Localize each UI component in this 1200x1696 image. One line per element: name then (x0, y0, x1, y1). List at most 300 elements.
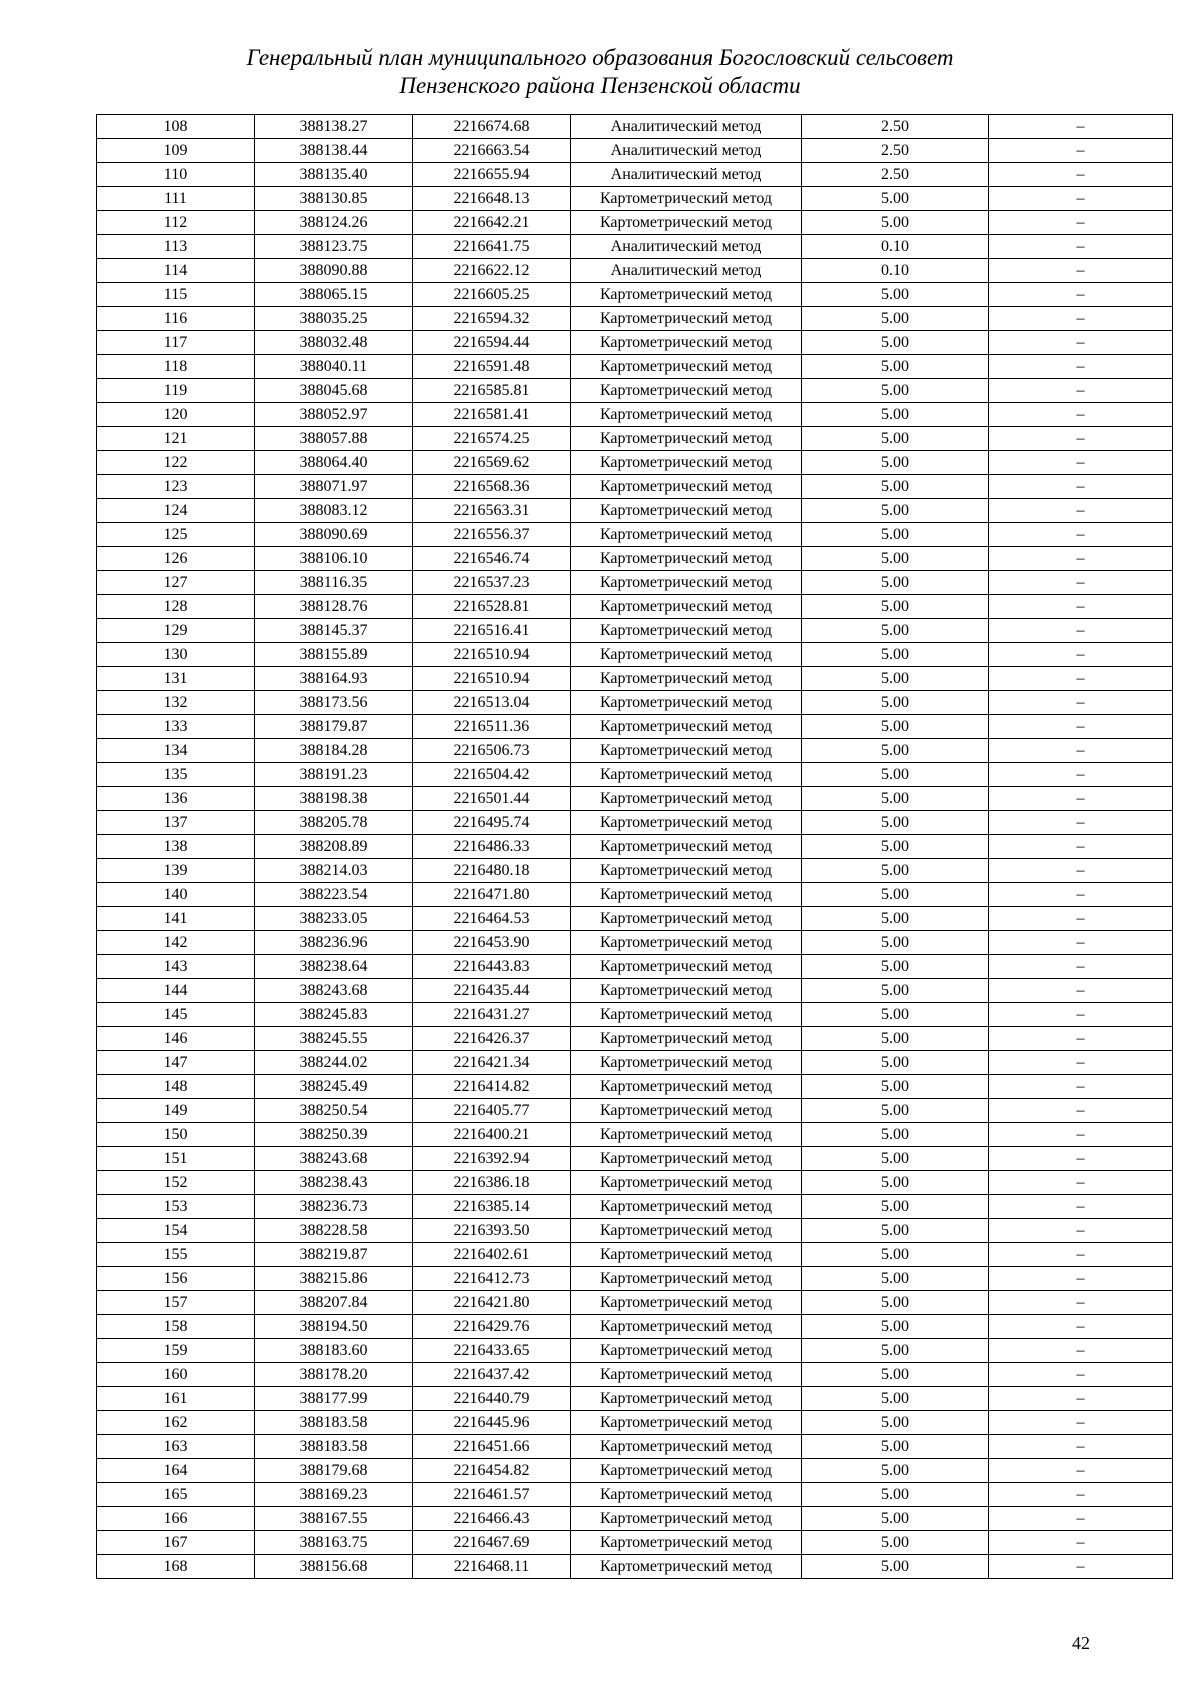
note-cell: – (989, 139, 1173, 163)
table-row (97, 1507, 1173, 1531)
point-number-cell: 157 (97, 1291, 255, 1315)
x-coordinate-cell: 388184.28 (255, 739, 413, 763)
point-number-cell: 118 (97, 355, 255, 379)
point-number-cell: 116 (97, 307, 255, 331)
x-coordinate-cell: 388245.55 (255, 1027, 413, 1051)
y-coordinate-cell: 2216585.81 (413, 379, 571, 403)
point-number-cell: 147 (97, 1051, 255, 1075)
x-coordinate-cell: 388035.25 (255, 307, 413, 331)
point-number-cell: 158 (97, 1315, 255, 1339)
table-row (97, 523, 1173, 547)
x-coordinate-cell: 388135.40 (255, 163, 413, 187)
table-row (97, 1051, 1173, 1075)
note-cell: – (989, 1435, 1173, 1459)
y-coordinate-cell: 2216461.57 (413, 1483, 571, 1507)
y-coordinate-cell: 2216454.82 (413, 1459, 571, 1483)
note-cell: – (989, 1339, 1173, 1363)
point-number-cell: 161 (97, 1387, 255, 1411)
y-coordinate-cell: 2216574.25 (413, 427, 571, 451)
table-row (97, 403, 1173, 427)
point-number-cell: 115 (97, 283, 255, 307)
note-cell: – (989, 811, 1173, 835)
accuracy-cell: 5.00 (802, 1435, 989, 1459)
method-cell: Картометрический метод (571, 1387, 802, 1411)
point-number-cell: 152 (97, 1171, 255, 1195)
y-coordinate-cell: 2216480.18 (413, 859, 571, 883)
y-coordinate-cell: 2216642.21 (413, 211, 571, 235)
y-coordinate-cell: 2216495.74 (413, 811, 571, 835)
point-number-cell: 159 (97, 1339, 255, 1363)
y-coordinate-cell: 2216421.34 (413, 1051, 571, 1075)
table-row (97, 355, 1173, 379)
accuracy-cell: 5.00 (802, 1411, 989, 1435)
y-coordinate-cell: 2216537.23 (413, 571, 571, 595)
accuracy-cell: 5.00 (802, 1387, 989, 1411)
point-number-cell: 165 (97, 1483, 255, 1507)
table-row (97, 115, 1173, 139)
point-number-cell: 109 (97, 139, 255, 163)
y-coordinate-cell: 2216513.04 (413, 691, 571, 715)
table-row (97, 1411, 1173, 1435)
table-row (97, 739, 1173, 763)
y-coordinate-cell: 2216568.36 (413, 475, 571, 499)
x-coordinate-cell: 388128.76 (255, 595, 413, 619)
x-coordinate-cell: 388179.87 (255, 715, 413, 739)
table-row (97, 1243, 1173, 1267)
method-cell: Картометрический метод (571, 739, 802, 763)
table-row (97, 667, 1173, 691)
method-cell: Картометрический метод (571, 1075, 802, 1099)
y-coordinate-cell: 2216569.62 (413, 451, 571, 475)
y-coordinate-cell: 2216556.37 (413, 523, 571, 547)
table-row (97, 187, 1173, 211)
x-coordinate-cell: 388215.86 (255, 1267, 413, 1291)
table-row (97, 1435, 1173, 1459)
method-cell: Картометрический метод (571, 499, 802, 523)
point-number-cell: 135 (97, 763, 255, 787)
accuracy-cell: 5.00 (802, 283, 989, 307)
y-coordinate-cell: 2216426.37 (413, 1027, 571, 1051)
table-row (97, 835, 1173, 859)
accuracy-cell: 5.00 (802, 643, 989, 667)
point-number-cell: 121 (97, 427, 255, 451)
x-coordinate-cell: 388198.38 (255, 787, 413, 811)
accuracy-cell: 5.00 (802, 739, 989, 763)
accuracy-cell: 5.00 (802, 1243, 989, 1267)
accuracy-cell: 5.00 (802, 1219, 989, 1243)
table-row (97, 931, 1173, 955)
accuracy-cell: 5.00 (802, 475, 989, 499)
y-coordinate-cell: 2216386.18 (413, 1171, 571, 1195)
table-row (97, 1291, 1173, 1315)
accuracy-cell: 5.00 (802, 187, 989, 211)
note-cell: – (989, 1027, 1173, 1051)
accuracy-cell: 5.00 (802, 571, 989, 595)
x-coordinate-cell: 388163.75 (255, 1531, 413, 1555)
point-number-cell: 164 (97, 1459, 255, 1483)
note-cell: – (989, 1363, 1173, 1387)
table-row (97, 763, 1173, 787)
y-coordinate-cell: 2216440.79 (413, 1387, 571, 1411)
method-cell: Картометрический метод (571, 427, 802, 451)
method-cell: Картометрический метод (571, 1555, 802, 1579)
note-cell: – (989, 931, 1173, 955)
accuracy-cell: 0.10 (802, 259, 989, 283)
note-cell: – (989, 787, 1173, 811)
accuracy-cell: 5.00 (802, 355, 989, 379)
point-number-cell: 153 (97, 1195, 255, 1219)
accuracy-cell: 5.00 (802, 499, 989, 523)
method-cell: Картометрический метод (571, 715, 802, 739)
accuracy-cell: 0.10 (802, 235, 989, 259)
point-number-cell: 141 (97, 907, 255, 931)
page-header (0, 44, 1200, 100)
method-cell: Картометрический метод (571, 1051, 802, 1075)
note-cell: – (989, 523, 1173, 547)
y-coordinate-cell: 2216641.75 (413, 235, 571, 259)
accuracy-cell: 5.00 (802, 1195, 989, 1219)
table-row (97, 1387, 1173, 1411)
method-cell: Картометрический метод (571, 1267, 802, 1291)
y-coordinate-cell: 2216437.42 (413, 1363, 571, 1387)
accuracy-cell: 5.00 (802, 667, 989, 691)
table-row (97, 235, 1173, 259)
y-coordinate-cell: 2216591.48 (413, 355, 571, 379)
note-cell: – (989, 163, 1173, 187)
method-cell: Картометрический метод (571, 1171, 802, 1195)
note-cell: – (989, 427, 1173, 451)
table-row (97, 955, 1173, 979)
point-number-cell: 120 (97, 403, 255, 427)
x-coordinate-cell: 388243.68 (255, 1147, 413, 1171)
point-number-cell: 111 (97, 187, 255, 211)
note-cell: – (989, 1171, 1173, 1195)
note-cell: – (989, 1411, 1173, 1435)
point-number-cell: 117 (97, 331, 255, 355)
x-coordinate-cell: 388145.37 (255, 619, 413, 643)
point-number-cell: 124 (97, 499, 255, 523)
point-number-cell: 162 (97, 1411, 255, 1435)
accuracy-cell: 5.00 (802, 211, 989, 235)
method-cell: Картометрический метод (571, 571, 802, 595)
method-cell: Картометрический метод (571, 331, 802, 355)
x-coordinate-cell: 388238.43 (255, 1171, 413, 1195)
method-cell: Картометрический метод (571, 811, 802, 835)
point-number-cell: 168 (97, 1555, 255, 1579)
x-coordinate-cell: 388219.87 (255, 1243, 413, 1267)
point-number-cell: 142 (97, 931, 255, 955)
note-cell: – (989, 1099, 1173, 1123)
method-cell: Картометрический метод (571, 1411, 802, 1435)
y-coordinate-cell: 2216405.77 (413, 1099, 571, 1123)
point-number-cell: 133 (97, 715, 255, 739)
point-number-cell: 130 (97, 643, 255, 667)
point-number-cell: 167 (97, 1531, 255, 1555)
method-cell: Картометрический метод (571, 595, 802, 619)
x-coordinate-cell: 388071.97 (255, 475, 413, 499)
accuracy-cell: 2.50 (802, 139, 989, 163)
point-number-cell: 132 (97, 691, 255, 715)
y-coordinate-cell: 2216674.68 (413, 115, 571, 139)
table-row (97, 691, 1173, 715)
x-coordinate-cell: 388250.39 (255, 1123, 413, 1147)
accuracy-cell: 5.00 (802, 1171, 989, 1195)
point-number-cell: 166 (97, 1507, 255, 1531)
y-coordinate-cell: 2216433.65 (413, 1339, 571, 1363)
table-row (97, 1267, 1173, 1291)
y-coordinate-cell: 2216421.80 (413, 1291, 571, 1315)
table-row (97, 787, 1173, 811)
point-number-cell: 163 (97, 1435, 255, 1459)
method-cell: Аналитический метод (571, 259, 802, 283)
note-cell: – (989, 187, 1173, 211)
y-coordinate-cell: 2216516.41 (413, 619, 571, 643)
point-number-cell: 144 (97, 979, 255, 1003)
method-cell: Картометрический метод (571, 1507, 802, 1531)
x-coordinate-cell: 388194.50 (255, 1315, 413, 1339)
x-coordinate-cell: 388178.20 (255, 1363, 413, 1387)
y-coordinate-cell: 2216663.54 (413, 139, 571, 163)
x-coordinate-cell: 388130.85 (255, 187, 413, 211)
accuracy-cell: 5.00 (802, 691, 989, 715)
header-title-line-1: Генеральный план муниципального образования Богословский сельсовет (246, 45, 954, 70)
accuracy-cell: 5.00 (802, 835, 989, 859)
method-cell: Аналитический метод (571, 235, 802, 259)
x-coordinate-cell: 388065.15 (255, 283, 413, 307)
note-cell: – (989, 907, 1173, 931)
y-coordinate-cell: 2216471.80 (413, 883, 571, 907)
table-row (97, 595, 1173, 619)
note-cell: – (989, 1267, 1173, 1291)
x-coordinate-cell: 388250.54 (255, 1099, 413, 1123)
table-row (97, 883, 1173, 907)
x-coordinate-cell: 388090.69 (255, 523, 413, 547)
point-number-cell: 119 (97, 379, 255, 403)
point-number-cell: 129 (97, 619, 255, 643)
point-number-cell: 112 (97, 211, 255, 235)
x-coordinate-cell: 388045.68 (255, 379, 413, 403)
point-number-cell: 114 (97, 259, 255, 283)
method-cell: Картометрический метод (571, 763, 802, 787)
method-cell: Картометрический метод (571, 1195, 802, 1219)
note-cell: – (989, 1075, 1173, 1099)
y-coordinate-cell: 2216431.27 (413, 1003, 571, 1027)
point-number-cell: 128 (97, 595, 255, 619)
x-coordinate-cell: 388236.73 (255, 1195, 413, 1219)
note-cell: – (989, 715, 1173, 739)
method-cell: Картометрический метод (571, 1291, 802, 1315)
note-cell: – (989, 331, 1173, 355)
x-coordinate-cell: 388083.12 (255, 499, 413, 523)
table-row (97, 619, 1173, 643)
accuracy-cell: 5.00 (802, 883, 989, 907)
note-cell: – (989, 1315, 1173, 1339)
y-coordinate-cell: 2216506.73 (413, 739, 571, 763)
x-coordinate-cell: 388123.75 (255, 235, 413, 259)
x-coordinate-cell: 388228.58 (255, 1219, 413, 1243)
y-coordinate-cell: 2216414.82 (413, 1075, 571, 1099)
note-cell: – (989, 1531, 1173, 1555)
method-cell: Аналитический метод (571, 163, 802, 187)
accuracy-cell: 5.00 (802, 1483, 989, 1507)
y-coordinate-cell: 2216546.74 (413, 547, 571, 571)
note-cell: – (989, 595, 1173, 619)
point-number-cell: 136 (97, 787, 255, 811)
method-cell: Картометрический метод (571, 1531, 802, 1555)
accuracy-cell: 5.00 (802, 427, 989, 451)
note-cell: – (989, 211, 1173, 235)
note-cell: – (989, 1003, 1173, 1027)
method-cell: Аналитический метод (571, 139, 802, 163)
note-cell: – (989, 763, 1173, 787)
method-cell: Картометрический метод (571, 403, 802, 427)
accuracy-cell: 5.00 (802, 331, 989, 355)
point-number-cell: 140 (97, 883, 255, 907)
y-coordinate-cell: 2216648.13 (413, 187, 571, 211)
method-cell: Картометрический метод (571, 1003, 802, 1027)
point-number-cell: 122 (97, 451, 255, 475)
x-coordinate-cell: 388243.68 (255, 979, 413, 1003)
note-cell: – (989, 667, 1173, 691)
accuracy-cell: 5.00 (802, 307, 989, 331)
accuracy-cell: 5.00 (802, 1075, 989, 1099)
table-row (97, 907, 1173, 931)
accuracy-cell: 5.00 (802, 787, 989, 811)
y-coordinate-cell: 2216594.44 (413, 331, 571, 355)
accuracy-cell: 5.00 (802, 1315, 989, 1339)
accuracy-cell: 5.00 (802, 1555, 989, 1579)
note-cell: – (989, 1243, 1173, 1267)
y-coordinate-cell: 2216453.90 (413, 931, 571, 955)
point-number-cell: 139 (97, 859, 255, 883)
y-coordinate-cell: 2216655.94 (413, 163, 571, 187)
y-coordinate-cell: 2216563.31 (413, 499, 571, 523)
table-row (97, 475, 1173, 499)
point-number-cell: 145 (97, 1003, 255, 1027)
coordinates-table-body (97, 115, 1173, 1579)
point-number-cell: 148 (97, 1075, 255, 1099)
method-cell: Картометрический метод (571, 667, 802, 691)
method-cell: Картометрический метод (571, 1147, 802, 1171)
accuracy-cell: 5.00 (802, 1459, 989, 1483)
note-cell: – (989, 115, 1173, 139)
y-coordinate-cell: 2216445.96 (413, 1411, 571, 1435)
table-row (97, 811, 1173, 835)
y-coordinate-cell: 2216581.41 (413, 403, 571, 427)
table-row (97, 259, 1173, 283)
x-coordinate-cell: 388207.84 (255, 1291, 413, 1315)
accuracy-cell: 5.00 (802, 1507, 989, 1531)
accuracy-cell: 5.00 (802, 811, 989, 835)
x-coordinate-cell: 388173.56 (255, 691, 413, 715)
y-coordinate-cell: 2216510.94 (413, 667, 571, 691)
method-cell: Картометрический метод (571, 1459, 802, 1483)
y-coordinate-cell: 2216400.21 (413, 1123, 571, 1147)
accuracy-cell: 2.50 (802, 115, 989, 139)
accuracy-cell: 5.00 (802, 379, 989, 403)
table-row (97, 307, 1173, 331)
point-number-cell: 126 (97, 547, 255, 571)
accuracy-cell: 5.00 (802, 1027, 989, 1051)
table-row (97, 1219, 1173, 1243)
accuracy-cell: 5.00 (802, 595, 989, 619)
table-row (97, 427, 1173, 451)
x-coordinate-cell: 388191.23 (255, 763, 413, 787)
accuracy-cell: 5.00 (802, 619, 989, 643)
y-coordinate-cell: 2216467.69 (413, 1531, 571, 1555)
method-cell: Картометрический метод (571, 907, 802, 931)
accuracy-cell: 5.00 (802, 1291, 989, 1315)
accuracy-cell: 5.00 (802, 979, 989, 1003)
method-cell: Картометрический метод (571, 355, 802, 379)
method-cell: Картометрический метод (571, 451, 802, 475)
table-row (97, 1027, 1173, 1051)
note-cell: – (989, 451, 1173, 475)
x-coordinate-cell: 388116.35 (255, 571, 413, 595)
y-coordinate-cell: 2216451.66 (413, 1435, 571, 1459)
x-coordinate-cell: 388064.40 (255, 451, 413, 475)
table-row (97, 499, 1173, 523)
table-row (97, 211, 1173, 235)
point-number-cell: 156 (97, 1267, 255, 1291)
note-cell: – (989, 883, 1173, 907)
method-cell: Картометрический метод (571, 283, 802, 307)
x-coordinate-cell: 388032.48 (255, 331, 413, 355)
point-number-cell: 108 (97, 115, 255, 139)
note-cell: – (989, 259, 1173, 283)
note-cell: – (989, 1219, 1173, 1243)
y-coordinate-cell: 2216435.44 (413, 979, 571, 1003)
note-cell: – (989, 1195, 1173, 1219)
y-coordinate-cell: 2216429.76 (413, 1315, 571, 1339)
x-coordinate-cell: 388244.02 (255, 1051, 413, 1075)
y-coordinate-cell: 2216468.11 (413, 1555, 571, 1579)
point-number-cell: 150 (97, 1123, 255, 1147)
method-cell: Картометрический метод (571, 883, 802, 907)
note-cell: – (989, 1507, 1173, 1531)
method-cell: Картометрический метод (571, 1315, 802, 1339)
table-row (97, 1099, 1173, 1123)
table-row (97, 571, 1173, 595)
method-cell: Картометрический метод (571, 859, 802, 883)
accuracy-cell: 5.00 (802, 715, 989, 739)
table-row (97, 451, 1173, 475)
table-row (97, 1459, 1173, 1483)
y-coordinate-cell: 2216466.43 (413, 1507, 571, 1531)
accuracy-cell: 5.00 (802, 547, 989, 571)
y-coordinate-cell: 2216605.25 (413, 283, 571, 307)
note-cell: – (989, 739, 1173, 763)
table-row (97, 1483, 1173, 1507)
note-cell: – (989, 1123, 1173, 1147)
method-cell: Картометрический метод (571, 1363, 802, 1387)
accuracy-cell: 5.00 (802, 451, 989, 475)
x-coordinate-cell: 388223.54 (255, 883, 413, 907)
note-cell: – (989, 691, 1173, 715)
point-number-cell: 134 (97, 739, 255, 763)
table-row (97, 547, 1173, 571)
y-coordinate-cell: 2216622.12 (413, 259, 571, 283)
x-coordinate-cell: 388164.93 (255, 667, 413, 691)
point-number-cell: 146 (97, 1027, 255, 1051)
table-row (97, 283, 1173, 307)
table-row (97, 859, 1173, 883)
method-cell: Картометрический метод (571, 1435, 802, 1459)
table-row (97, 1555, 1173, 1579)
x-coordinate-cell: 388183.58 (255, 1411, 413, 1435)
x-coordinate-cell: 388124.26 (255, 211, 413, 235)
note-cell: – (989, 979, 1173, 1003)
